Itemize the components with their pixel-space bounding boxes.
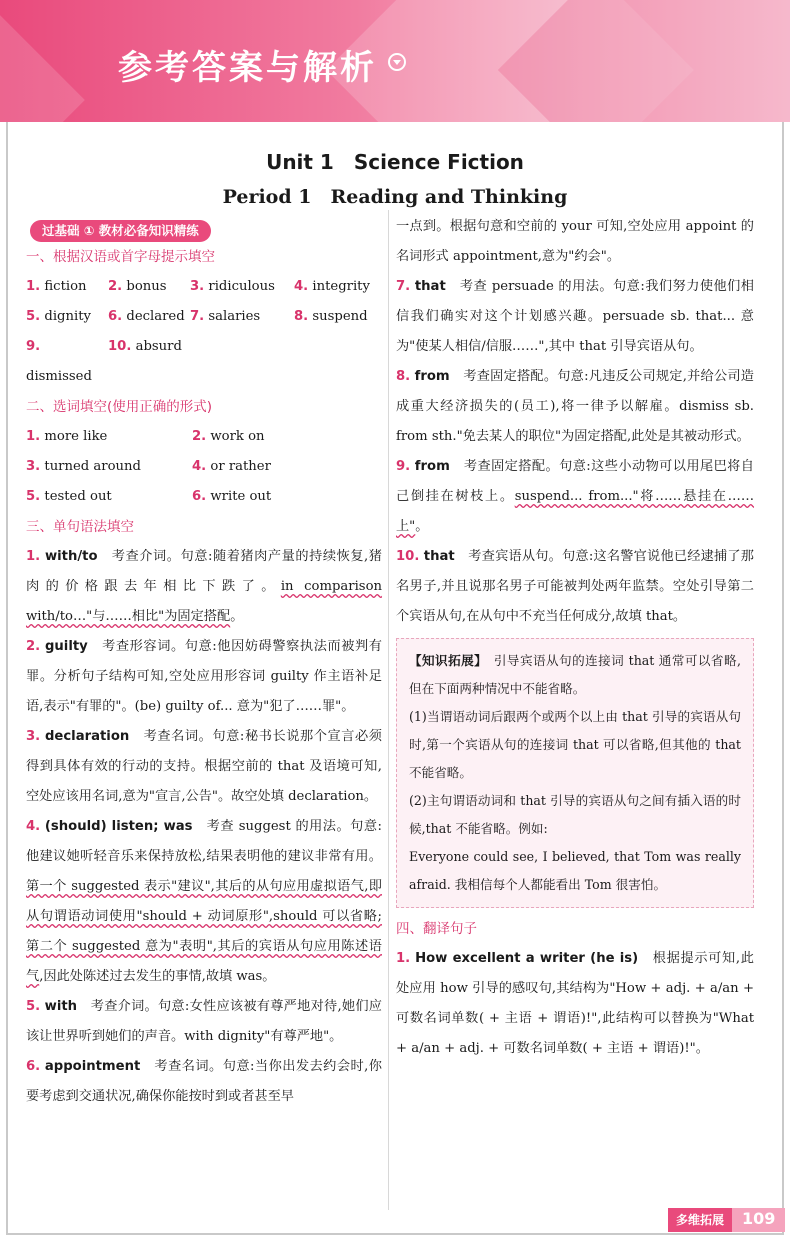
- page-title: 参考答案与解析: [118, 48, 377, 88]
- list-item: 2. bonus: [108, 279, 167, 294]
- answer-3-2: 2. guilty 考查形容词。句意:他因妨碍警察执法而被判有罪。分析句子结构可知,空处应用形容词 guilty 作主语补足语,表示"有罪的"。(be) guilty of... 意为"犯了……罪"。: [26, 639, 382, 714]
- answer-3-5: 5. with 考查介词。句意:女性应该被有尊严地对待,她们应该让世界听到她们的声音。with dignity"有尊严地"。: [26, 999, 382, 1044]
- answers-s1: [26, 272, 382, 392]
- list-item: 5. dignity: [26, 309, 91, 324]
- box-paragraph: Everyone could see, I believed, that Tom was really afraid. 我相信每个人都能看出 Tom 很害怕。: [409, 849, 741, 892]
- list-item: 10. absurd: [108, 339, 182, 354]
- page-footer: [668, 1208, 785, 1232]
- answer-3-8: 8. from 考查固定搭配。句意:凡违反公司规定,并给公司造成重大经济损失的(员工),将一律予以解雇。dismiss sb. from sth."免去某人的职位"为固定搭配,此处是其被动形式。: [396, 369, 754, 444]
- answer-3-4: 4. (should) listen; was 考查 suggest 的用法。句意:他建议她听轻音乐来保持放松,结果表明他的建议非常有用。第一个 suggested 表示"建议",其后的从句应用虚拟语气,即从句谓语动词使用"should + 动词原形",should 可以省略;第二个 suggested 意为"表明",其后的宾语从句应用陈述语气,因此处陈述过去发生的事情,故填 was。: [26, 819, 382, 984]
- answer-3-1: 1. with/to 考查介词。句意:随着猪肉产量的持续恢复,猪肉的价格跟去年相比下跌了。in comparison with/to…"与……相比"为固定搭配。: [26, 549, 383, 624]
- right-column: [396, 212, 754, 1064]
- answer-3-6: 6. appointment 考查名词。句意:当你出发去约会时,你要考虑到交通状况,确保你能按时到或者甚至早: [26, 1059, 382, 1104]
- knowledge-box: 【知识拓展】 引导宾语从句的连接词 that 通常可以省略,但在下面两种情况中不能省略。 (1)当谓语动词后跟两个或两个以上由 that 引导的宾语从句时,第一个宾语从句的连接词 that 可以省略,但其他的 that 不能省略。 (2)主句谓语动词和 that 引导的宾语从句之间有插入语的时候,that 不能省略。例如: Everyone could see, I believed, that Tom was really afraid. 我相信每个人都能看出 Tom 很害怕。: [396, 638, 754, 908]
- list-item: 1. fiction: [26, 279, 87, 294]
- section-pill: 过基础 ① 教材必备知识精练: [30, 220, 211, 242]
- list-item: 6. write out: [192, 489, 272, 504]
- list-item: 3. turned around: [26, 459, 141, 474]
- answer-3-3: 3. declaration 考查名词。句意:秘书长说那个宣言必须得到具体有效的行动的支持。根据空前的 that 及语境可知,空处应该用名词,意为"宣言,公告"。故空处填 declaration。: [26, 729, 382, 804]
- header-banner: [0, 0, 790, 122]
- list-item: 4. integrity: [294, 279, 370, 294]
- answer-4-1: 1. How excellent a writer (he is) 根据提示可知,此处应用 how 引导的感叹句,其结构为"How + adj. + a/an + 可数名词单数( + 主语 + 谓语)!",此结构可以替换为"What + a/an + adj. + 可数名词单数( + 主语 + 谓语)!"。: [396, 951, 754, 1056]
- box-paragraph: (1)当谓语动词后跟两个或两个以上由 that 引导的宾语从句时,第一个宾语从句的连接词 that 可以省略,但其他的 that 不能省略。: [409, 709, 741, 780]
- period-title: Period 1 Reading and Thinking: [222, 186, 568, 208]
- footer-label: 多维拓展: [668, 1208, 732, 1232]
- box-paragraph: (2)主句谓语动词和 that 引导的宾语从句之间有插入语的时候,that 不能省略。例如:: [409, 793, 741, 836]
- unit-title: Unit 1 Science Fiction: [266, 150, 524, 174]
- chevron-down-icon: [388, 53, 406, 71]
- section-title-2: 二、选词填空(使用正确的形式): [26, 399, 213, 415]
- answer-3-9: 9. from 考查固定搭配。句意:这些小动物可以用尾巴将自己倒挂在树枝上。suspend... from..."将……悬挂在……上"。: [396, 459, 755, 534]
- section-title-3: 三、单句语法填空: [26, 519, 134, 535]
- answers-s2: [26, 422, 382, 512]
- section-title-1: 一、根据汉语或首字母提示填空: [26, 249, 215, 265]
- page-number: 109: [732, 1208, 785, 1232]
- section-title-4: 四、翻译句子: [396, 921, 477, 937]
- list-item: 2. work on: [192, 429, 265, 444]
- list-item: 3. ridiculous: [190, 279, 275, 294]
- list-item: 8. suspend: [294, 309, 368, 324]
- list-item: 7. salaries: [190, 309, 261, 324]
- list-item: 4. or rather: [192, 459, 271, 474]
- answer-3-10: 10. that 考查宾语从句。句意:这名警官说他已经逮捕了那名男子,并且说那名男子可能被判处两年监禁。空处引导第二个宾语从句,在从句中不充当任何成分,故填 that。: [396, 549, 754, 624]
- box-tag: 【知识拓展】: [409, 653, 481, 668]
- list-item: 5. tested out: [26, 489, 112, 504]
- answer-3-7: 7. that 考查 persuade 的用法。句意:我们努力使他们相信我们确实对这个计划感兴趣。persuade sb. that... 意为"使某人相信/信服……",其中 that 引导宾语从句。: [396, 279, 754, 354]
- list-item: 9. dismissed: [26, 339, 92, 384]
- list-item: 1. more like: [26, 429, 108, 444]
- column-divider: [388, 210, 389, 1210]
- list-item: 6. declared: [108, 309, 185, 324]
- left-column: [26, 212, 382, 1112]
- answer-3-6-cont: 一点到。根据句意和空前的 your 可知,空处应用 appoint 的名词形式 appointment,意为"约会"。: [396, 219, 754, 264]
